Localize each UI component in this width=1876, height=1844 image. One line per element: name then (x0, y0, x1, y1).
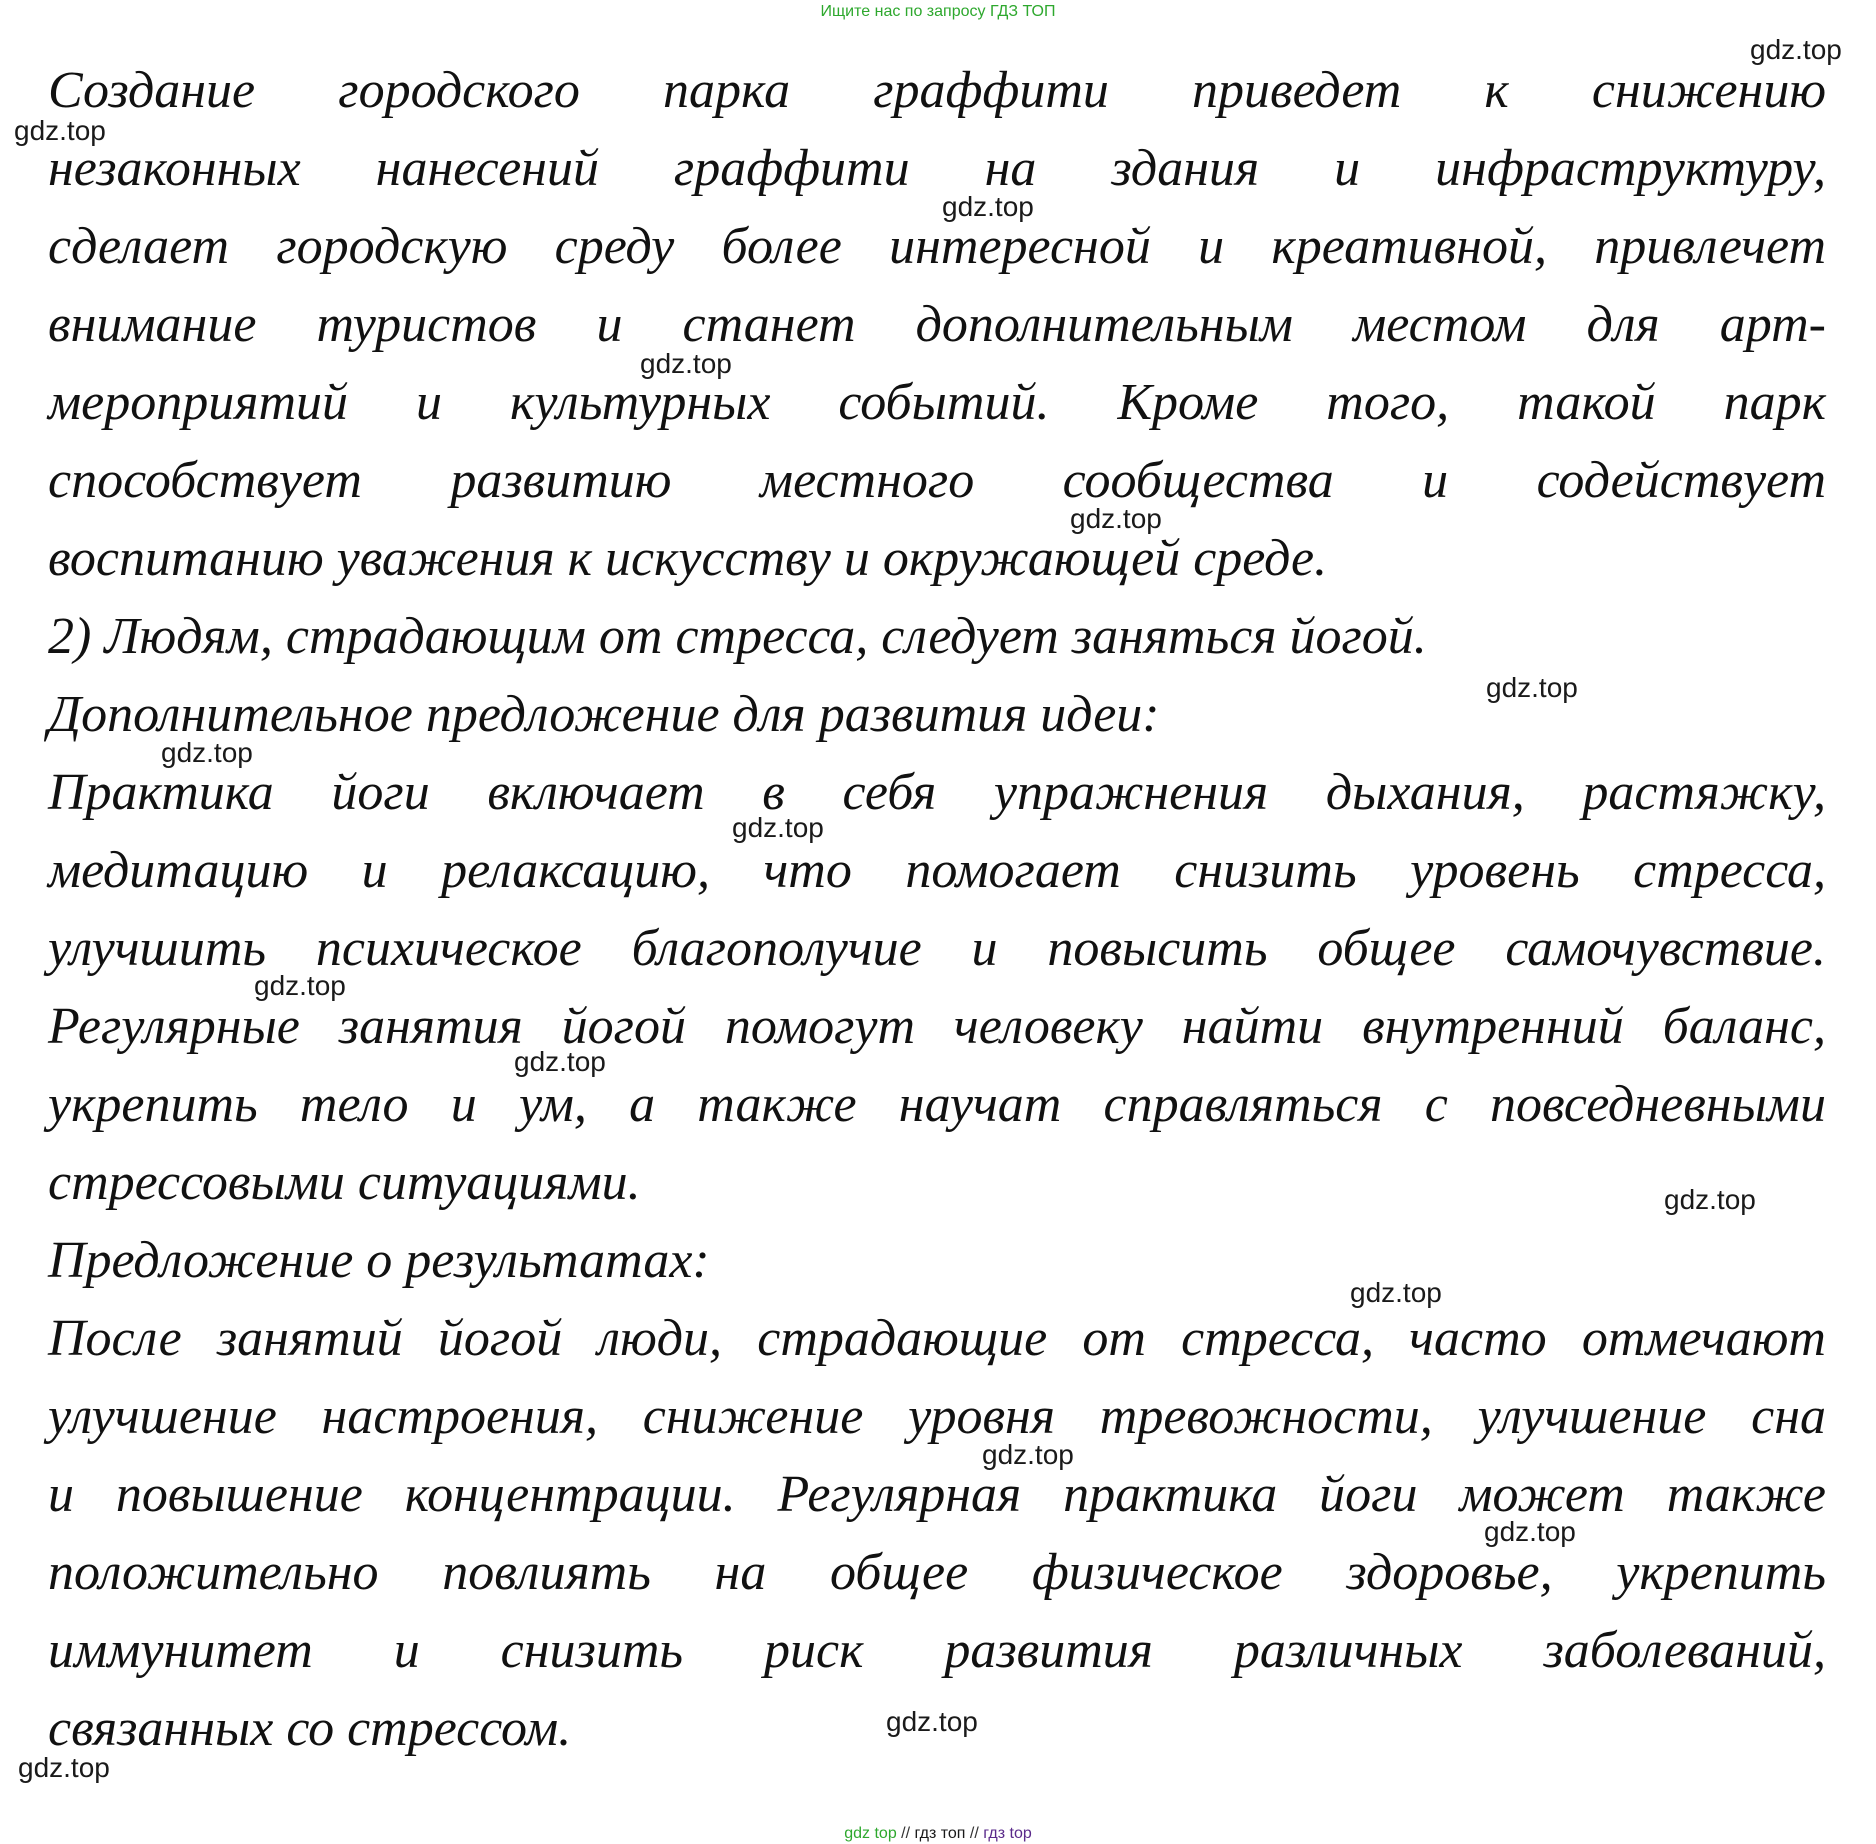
watermark: gdz.top (886, 1706, 978, 1737)
text-line: медитацию и релаксацию, что помогает снизить уровень стресса, (48, 842, 1826, 899)
watermark: gdz.top (640, 348, 732, 379)
text-line: стрессовыми ситуациями. (48, 1154, 641, 1211)
watermark: gdz.top (1664, 1184, 1756, 1215)
watermark: gdz.top (1486, 672, 1578, 703)
watermark: gdz.top (14, 115, 106, 146)
text-line: Дополнительное предложение для развития идеи: (48, 686, 1160, 743)
text-line: Создание городского парка граффити приведет к снижению (48, 62, 1826, 119)
text-line: и повышение концентрации. Регулярная практика йоги может также (48, 1466, 1826, 1523)
top-banner: Ищите нас по запросу ГДЗ ТОП (820, 3, 1056, 20)
text-line: мероприятий и культурных событий. Кроме того, такой парк (48, 374, 1826, 431)
text-line: улучшение настроения, снижение уровня тревожности, улучшение сна (48, 1388, 1826, 1445)
watermark: gdz.top (18, 1752, 110, 1783)
watermark: gdz.top (1484, 1516, 1576, 1547)
footer-separator: // (901, 1825, 911, 1842)
text-line: Предложение о результатах: (48, 1232, 710, 1289)
footer-separator: // (969, 1825, 979, 1842)
text-line: После занятий йогой люди, страдающие от стресса, часто отмечают (48, 1310, 1826, 1367)
text-line: иммунитет и снизить риск развития различных заболеваний, (48, 1622, 1826, 1679)
watermark: gdz.top (942, 191, 1034, 222)
text-line: связанных со стрессом. (48, 1700, 572, 1757)
text-line: воспитанию уважения к искусству и окружающей среде. (48, 530, 1328, 587)
text-line: способствует развитию местного сообщества и содействует (48, 452, 1826, 509)
text-line: внимание туристов и станет дополнительным местом для арт- (48, 296, 1826, 353)
text-line: положительно повлиять на общее физическое здоровье, укрепить (48, 1544, 1826, 1601)
watermark: gdz.top (1350, 1277, 1442, 1308)
watermark: gdz.top (1750, 34, 1842, 65)
text-line: Регулярные занятия йогой помогут человеку найти внутренний баланс, (48, 998, 1826, 1055)
text-line: 2) Людям, страдающим от стресса, следует заняться йогой. (48, 608, 1427, 665)
watermark: gdz.top (982, 1439, 1074, 1470)
watermark: gdz.top (732, 812, 824, 843)
text-line: улучшить психическое благополучие и повысить общее самочувствие. (48, 920, 1826, 977)
text-line: Практика йоги включает в себя упражнения дыхания, растяжку, (48, 764, 1826, 821)
footer-link-gdz-top-ru[interactable]: гдз топ (914, 1825, 966, 1842)
text-line: сделает городскую среду более интересной и креативной, привлечет (48, 218, 1826, 275)
text-line: незаконных нанесений граффити на здания и инфраструктуру, (48, 140, 1826, 197)
document-body (48, 52, 1826, 1768)
watermark: gdz.top (161, 737, 253, 768)
footer-link-gdz-top[interactable]: gdz top (844, 1825, 897, 1842)
text-line: укрепить тело и ум, а также научат справляться с повседневными (48, 1076, 1826, 1133)
footer-link-gdz-top-mixed[interactable]: гдз top (983, 1825, 1032, 1842)
watermark: gdz.top (514, 1046, 606, 1077)
watermark: gdz.top (254, 970, 346, 1001)
footer-links (0, 1824, 1876, 1844)
watermark: gdz.top (1070, 503, 1162, 534)
